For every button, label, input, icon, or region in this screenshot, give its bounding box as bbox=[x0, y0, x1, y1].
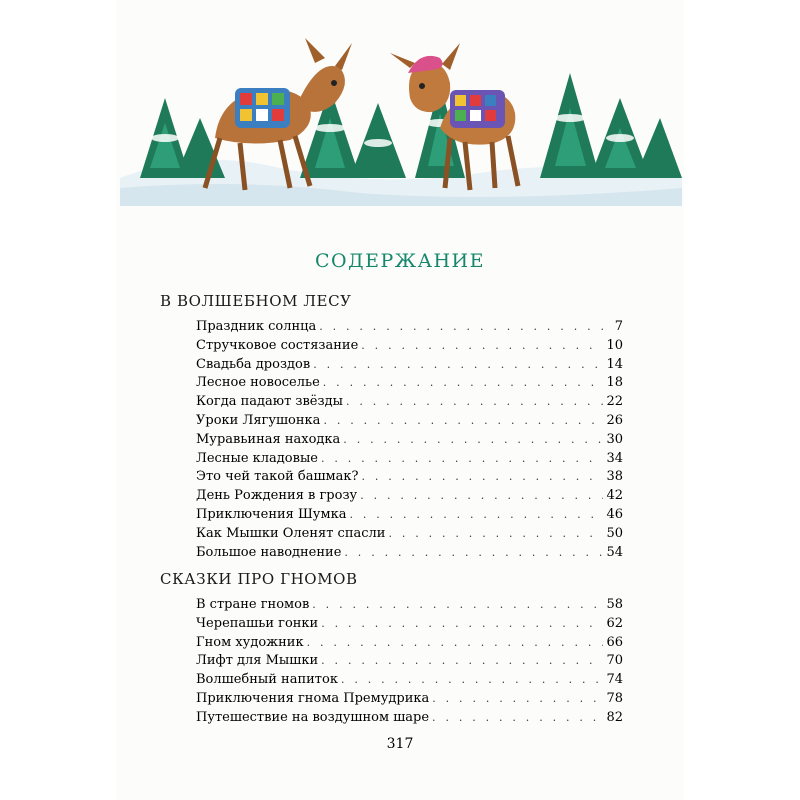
toc-list-forest bbox=[196, 319, 623, 563]
toc-entry[interactable] bbox=[196, 338, 623, 357]
toc-entry-page: 50 bbox=[606, 525, 623, 541]
toc-entry[interactable] bbox=[196, 635, 623, 654]
toc-entry-page: 58 bbox=[606, 597, 623, 612]
toc-entry-page: 34 bbox=[606, 450, 623, 466]
toc-entry-title: Большое наводнение bbox=[196, 544, 342, 560]
toc-entry-page: 38 bbox=[606, 469, 623, 485]
toc-entry-page: 66 bbox=[606, 634, 623, 650]
leader-dots bbox=[344, 546, 603, 559]
leader-dots bbox=[361, 339, 603, 352]
leader-dots bbox=[360, 489, 603, 502]
toc-entry[interactable] bbox=[196, 597, 623, 616]
fawns-illustration bbox=[120, 28, 682, 206]
toc-entry[interactable] bbox=[196, 526, 623, 545]
leader-dots bbox=[432, 711, 603, 724]
toc-entry-page: 74 bbox=[606, 672, 623, 688]
toc-entry-page: 46 bbox=[606, 506, 623, 522]
toc-entry-title: Муравьиная находка bbox=[196, 431, 341, 447]
leader-dots bbox=[312, 598, 603, 611]
leader-dots bbox=[323, 376, 604, 389]
toc-entry[interactable] bbox=[196, 469, 623, 488]
leader-dots bbox=[341, 673, 604, 686]
toc-entry[interactable] bbox=[196, 413, 623, 432]
leader-dots bbox=[307, 636, 604, 649]
toc-entry-title: Черепашьи гонки bbox=[196, 615, 319, 631]
toc-entry-page: 7 bbox=[614, 319, 623, 334]
toc-entry-page: 26 bbox=[606, 412, 623, 428]
leader-dots bbox=[313, 358, 603, 371]
toc-entry-title: Как Мышки Оленят спасли bbox=[196, 525, 386, 541]
leader-dots bbox=[321, 617, 603, 630]
page-number: 317 bbox=[386, 736, 414, 752]
toc-entry[interactable] bbox=[196, 672, 623, 691]
toc-entry-title: Лесное новоселье bbox=[196, 375, 320, 391]
toc-entry-page: 30 bbox=[606, 431, 623, 447]
toc-entry[interactable] bbox=[196, 357, 623, 376]
toc-entry[interactable] bbox=[196, 375, 623, 394]
toc-entry[interactable] bbox=[196, 710, 623, 729]
toc-entry[interactable] bbox=[196, 451, 623, 470]
toc-entry-title: Свадьба дроздов bbox=[196, 356, 311, 372]
contents-title: СОДЕРЖАНИЕ bbox=[315, 250, 485, 272]
toc-entry-title: Путешествие на воздушном шаре bbox=[196, 709, 430, 725]
toc-entry[interactable] bbox=[196, 691, 623, 710]
toc-entry-title: Стручковое состязание bbox=[196, 337, 359, 353]
toc-entry-title: Гном художник bbox=[196, 634, 304, 650]
leader-dots bbox=[349, 508, 603, 521]
leader-dots bbox=[346, 395, 604, 408]
leader-dots bbox=[319, 320, 611, 333]
toc-entry-page: 54 bbox=[606, 544, 623, 560]
toc-entry-page: 10 bbox=[606, 337, 623, 353]
toc-entry-page: 82 bbox=[606, 709, 623, 725]
leader-dots bbox=[323, 414, 603, 427]
toc-entry[interactable] bbox=[196, 432, 623, 451]
toc-entry[interactable] bbox=[196, 488, 623, 507]
toc-entry-title: День Рождения в грозу bbox=[196, 488, 358, 504]
toc-entry-page: 70 bbox=[606, 653, 623, 669]
section-heading-gnomes: СКАЗКИ ПРО ГНОМОВ bbox=[160, 570, 358, 588]
toc-entry-title: Праздник солнца bbox=[196, 319, 317, 334]
toc-entry-title: Это чей такой башмак? bbox=[196, 469, 359, 485]
toc-list-gnomes bbox=[196, 597, 623, 729]
section-heading-forest: В ВОЛШЕБНОМ ЛЕСУ bbox=[160, 292, 352, 310]
toc-entry-title: В стране гномов bbox=[196, 597, 310, 612]
leader-dots bbox=[321, 654, 603, 667]
toc-entry[interactable] bbox=[196, 545, 623, 564]
leader-dots bbox=[343, 433, 603, 446]
toc-entry-title: Волшебный напиток bbox=[196, 672, 338, 688]
toc-entry[interactable] bbox=[196, 616, 623, 635]
toc-entry-page: 42 bbox=[606, 488, 623, 504]
toc-entry-page: 62 bbox=[606, 615, 623, 631]
toc-entry-title: Лесные кладовые bbox=[196, 450, 318, 466]
toc-entry-title: Лифт для Мышки bbox=[196, 653, 319, 669]
toc-entry-page: 18 bbox=[606, 375, 623, 391]
toc-entry[interactable] bbox=[196, 653, 623, 672]
toc-entry-page: 78 bbox=[606, 690, 623, 706]
toc-entry[interactable] bbox=[196, 394, 623, 413]
toc-entry-page: 22 bbox=[606, 394, 623, 410]
toc-entry-title: Когда падают звёзды bbox=[196, 394, 343, 410]
leader-dots bbox=[388, 527, 603, 540]
leader-dots bbox=[321, 452, 603, 465]
leader-dots bbox=[362, 470, 604, 483]
leader-dots bbox=[432, 692, 603, 705]
toc-entry[interactable] bbox=[196, 319, 623, 338]
toc-entry[interactable] bbox=[196, 507, 623, 526]
toc-entry-title: Уроки Лягушонка bbox=[196, 412, 321, 428]
toc-entry-title: Приключения Шумка bbox=[196, 506, 347, 522]
toc-entry-page: 14 bbox=[606, 356, 623, 372]
toc-entry-title: Приключения гнома Премудрика bbox=[196, 690, 430, 706]
